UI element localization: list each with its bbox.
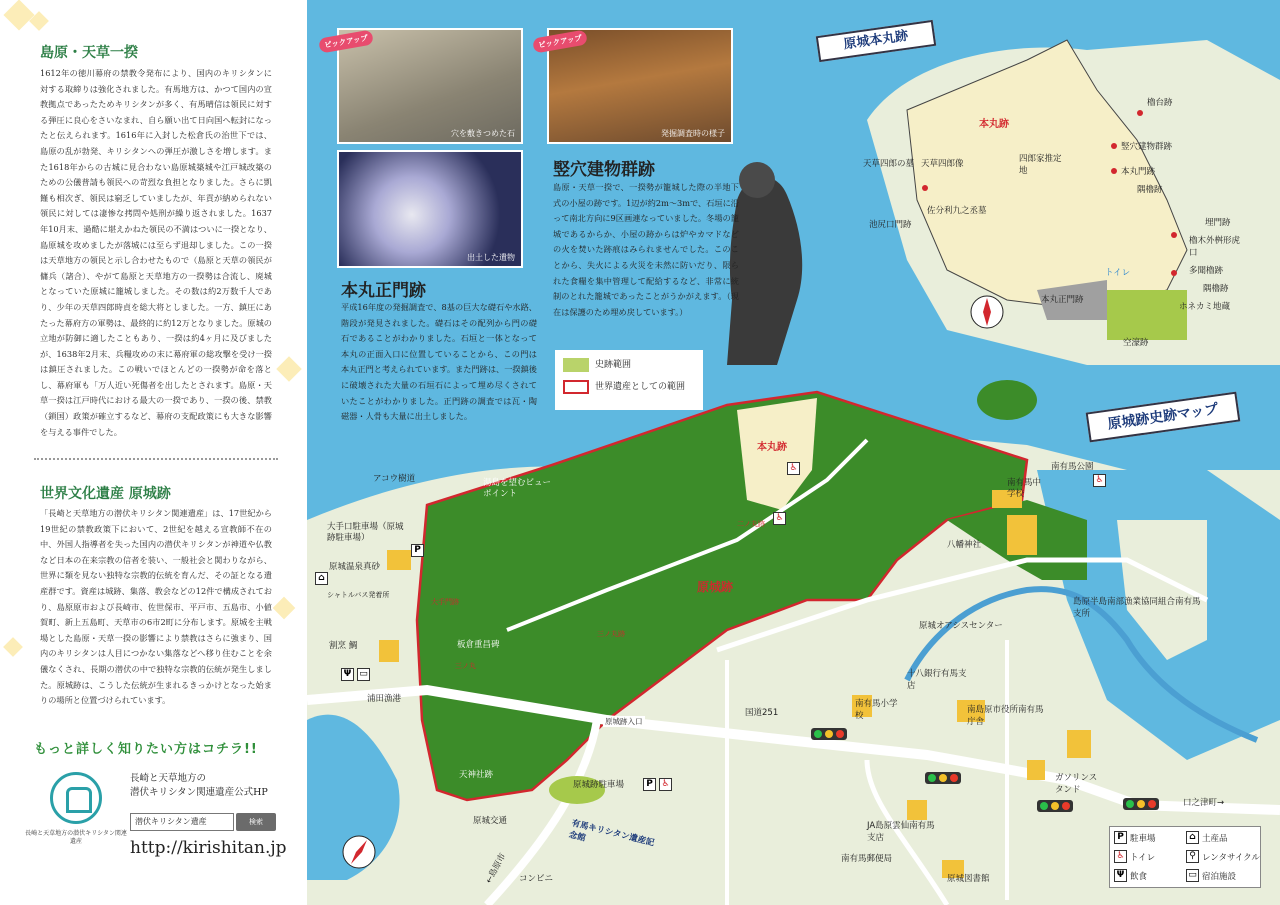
map-label-kuchinotsu: 口之津町→ (1183, 798, 1225, 808)
inset-label-sumi-yagura: 隅櫓跡 (1137, 185, 1163, 195)
inset-label-tamon: 多聞櫓跡 (1189, 266, 1224, 276)
photo-caption: 穴を敷きつめた石 (451, 129, 515, 138)
map-label-ninomaru: 二ノ丸跡 (737, 520, 765, 528)
map-label-shimabara: ←島原市 (484, 851, 509, 886)
building-block (387, 550, 411, 570)
map-label-castle: 原城跡 (697, 580, 734, 594)
legend-hotel-icon: ▭ (1186, 869, 1199, 882)
banner-site-map: 原城跡史跡マップ (1086, 392, 1241, 443)
map-label-honmaru: 本丸跡 (757, 442, 787, 453)
toilet-icon: ♿ (787, 462, 800, 475)
honmaru-gate-body: 平成16年度の発掘調査で、8基の巨大な礎石や水路、階段が発見されました。礎石はその配列から門の礎石であることがわかりました。石垣と一体となって本丸の正面入口に位置していることから、この門は本丸正門と考えられています。また門跡は、一揆鎮後に破壊された大量の石垣石によって埋め尽くされていたことがわかりました。正門跡の調査では瓦・陶磁器・人骨も大量に出土しました。 (341, 302, 537, 422)
inset-label-yagura: 櫓台跡 (1147, 98, 1173, 108)
statue-head (739, 162, 775, 198)
map-label-elementary: 南有馬小学校 (855, 699, 898, 721)
pickup-badge: ピックアップ (532, 29, 588, 53)
map-label-minamiarima-park: 南有馬公園 (1051, 462, 1094, 472)
pickup-badge: ピックアップ (318, 29, 374, 53)
inset-karabori (1107, 290, 1187, 340)
map-label-sannomaru-small: 三ノ丸 (455, 662, 476, 670)
decorative-square (273, 597, 296, 620)
legend-toilet-label: トイレ (1130, 853, 1156, 863)
inset-label-tenka-tomb: 天草四郎の墓 (863, 159, 915, 169)
tateana-title: 竪穴建物群跡 (553, 160, 655, 180)
official-url-link[interactable]: http://kirishitan.jp (130, 838, 287, 858)
legend-souvenir-label: 土産品 (1202, 834, 1228, 844)
map-label-jhs: 南有馬中学校 (1007, 478, 1042, 499)
map-label-bank: 十八銀行有馬支店 (907, 669, 967, 691)
legend-historic (563, 356, 695, 378)
legend-parking-icon: P (1114, 831, 1127, 844)
food-icon: Ψ (341, 668, 354, 681)
map-label-route-251: 国道251 (745, 708, 779, 718)
section-body-world-heritage: 「長崎と天草地方の潜伏キリシタン関連遺産」は、17世紀から19世紀の禁教政策下において、2世紀を越える宣教師不在の中、外国人指導者を失った国内の潜伏キリシタンが神道や仏教など日本の在来宗教の信者を装い、一般社会と関わりながら、世界に類を見ない独特な宗教的伝統を育んだ、その証となる遺産群です。資産は城跡、集落、教会などの12件で構成されており、島原原市および長崎市、佐世保市、平戸市、五島市、小値賀町、新上五島町、天草市の6市2町に分布します。原城を主戦場とした島原・天草一揆の影響により禁教はさらに強まり、国内のキリシタンは人目につかない集落などへ移り住むことを余儀なくされ、長期の潜伏の中で独特な宗教的伝統が発生しました。原城跡は、こうした伝統が生まれるきっかけとなった始まりの場所と位置づけられています。 (40, 508, 272, 706)
map-panel (307, 0, 1280, 905)
map-label-restaurant: 割烹 鯛 (329, 641, 358, 651)
map-label-tenjin: 天神社跡 (459, 770, 494, 780)
map-label-onsen: 原城温泉真砂 (329, 562, 381, 572)
heritage-logo-icon (50, 772, 102, 824)
search-keyword-box[interactable]: 潜伏キリシタン遺産 (130, 813, 234, 831)
map-label-hachiman: 八幡神社 (947, 540, 982, 550)
decorative-square (3, 0, 34, 31)
inset-label-ikeda-gate: 池尻口門跡 (869, 220, 912, 230)
photo-caption: 発掘調査時の様子 (661, 129, 725, 138)
photo-caption: 出土した遺物 (467, 253, 515, 262)
poi-marker (1171, 270, 1177, 276)
inset-label-shirobe: 四郎家推定地 (1019, 154, 1062, 176)
poi-marker (1171, 232, 1177, 238)
map-label-fishery: 島原半島南部漁業協同組合南有馬支所 (1073, 597, 1201, 619)
map-label-urata-port: 浦田漁港 (367, 694, 402, 704)
photo-excavated-relics (337, 150, 523, 268)
logo-caption: 長崎と天草地方の潜伏キリシタン関連遺産 (25, 830, 127, 845)
map-label-parking: 原城跡駐車場 (573, 780, 625, 790)
map-label-akou: アコウ樹道 (373, 474, 416, 484)
traffic-signal-icon (925, 772, 961, 784)
legend-parking-label: 駐車場 (1130, 834, 1156, 844)
map-label-ja: JA島原雲仙南有馬支店 (867, 821, 935, 843)
honmaru-gate-title: 本丸正門跡 (341, 281, 426, 301)
inset-statue-ground (977, 380, 1037, 420)
legend-historic-label: 史跡範囲 (595, 360, 632, 370)
toilet-icon: ♿ (773, 512, 786, 525)
building-block (907, 800, 927, 820)
more-info-heading: もっと詳しく知りたい方はコチラ!! (34, 742, 258, 757)
poi-marker (922, 185, 928, 191)
building-block (379, 640, 399, 662)
map-label-oasis: 原城オアシスセンター (919, 621, 1003, 631)
map-label-sannomaru: 三ノ丸跡 (597, 630, 625, 638)
inset-label-tateana: 竪穴建物群跡 (1121, 142, 1173, 152)
souvenir-icon: ⌂ (315, 572, 328, 585)
inset-label-toilet: トイレ (1105, 268, 1131, 278)
legend-cycle-label: レンタサイクル (1202, 853, 1260, 863)
legend-hotel-label: 宿泊施設 (1202, 872, 1237, 882)
legend-cycle-icon: ⚲ (1186, 850, 1199, 863)
map-label-gas: ガソリンスタンド (1055, 773, 1098, 795)
section-title-world-heritage: 世界文化遺産 原城跡 (40, 486, 171, 502)
traffic-signal-icon (1037, 800, 1073, 812)
legend-swatch-red (563, 380, 589, 394)
legend-food-icon: Ψ (1114, 869, 1127, 882)
inset-label-karabori: 空濠跡 (1123, 338, 1149, 348)
traffic-signal-icon (811, 728, 847, 740)
official-hp-text (130, 772, 268, 800)
building-block (1067, 730, 1091, 758)
left-info-panel (0, 0, 305, 905)
map-label-arima-memorial: 有馬キリシタン遺産記念館 (567, 818, 656, 849)
inset-label-yagura-gate: 櫓木外桝形虎口 (1189, 236, 1241, 258)
map-label-viewpoint: 湯島を望むビューポイント (483, 478, 552, 499)
map-label-harajo-bus: 原城交通 (473, 816, 508, 826)
poi-marker (1111, 168, 1117, 174)
search-button[interactable]: 検索 (236, 813, 276, 831)
poi-marker (1137, 110, 1143, 116)
map-legend (555, 350, 703, 410)
inset-label-tenka-statue: 天草四郎像 (921, 159, 964, 169)
hp-line-1: 長崎と天草地方の (130, 773, 207, 784)
toilet-icon: ♿ (659, 778, 672, 791)
section-title-ikki: 島原・天草一揆 (40, 45, 138, 61)
parking-icon: P (411, 544, 424, 557)
decorative-square (3, 637, 23, 657)
facility-icon-legend (1109, 826, 1261, 888)
legend-swatch-green (563, 358, 589, 372)
map-label-post: 南有馬郵便局 (841, 854, 893, 864)
tateana-body: 島原・天草一揆で、一揆勢が籠城した際の半地下式の小屋の跡です。1辺が約2m～3mで、石垣に沿って南北方向に9区画連なっていました。冬場の籠城であるからか、小屋の跡からは炉やカマドなどの火を焚いた跡痕はみられませんでした。このことから、失火による火災を未然に防いだり、限られた食糧を集中管理して配給するなど、非常に統制のとれた籠城であったことがうかがえます。（現在は保護のため埋め戻しています。） (553, 182, 739, 317)
traffic-signal-icon (1123, 798, 1159, 810)
building-block (1007, 515, 1037, 555)
map-label-city-office: 南島原市役所南有馬庁舎 (967, 705, 1044, 727)
poi-marker (1111, 143, 1117, 149)
inset-label-hone: ホネカミ地蔵 (1179, 302, 1231, 312)
inset-label-sumi-2: 隅櫓跡 (1203, 284, 1229, 294)
legend-heritage-label: 世界遺産としての範囲 (595, 382, 686, 392)
inset-label-sabu: 佐分利九之丞墓 (927, 206, 987, 216)
legend-souvenir-icon: ⌂ (1186, 831, 1199, 844)
hp-line-2: 潜伏キリシタン関連遺産公式HP (130, 787, 268, 798)
section-body-ikki: 1612年の徳川幕府の禁教令発布により、国内のキリシタンに対する取締りは強化されました。有馬地方は、かつて国内の宣教拠点であったためキリシタンが多く、有馬晴信は領民に対する弾圧に良心をさいなまれ、自ら願い出て日向国へ転封になったと伝えられます。1616年に入封した松倉氏の治世下では、島原の乱が勃発、キリシタンへの弾圧が激しさを増します。また1618年からの古城に見合わない島原城築城や江戸城改築のための公儀普請も領民への苛烈な負担となりました。さらに凱饉も相次ぎ、領民は窮乏していましたが、年貢が納められない領民に対しては凄惨な拷問や処刑が繰り返されました。1637年10月末、過酷に堪えかねた領民の不満はついに一揆となり、島原城を攻めましたが落城には至らず退却しました。この一揆は天草地方の領民と示し合わせたもので（島原と天草の領民が傭兵（諸合）、やがて島原と天草地方の一揆勢は合流し、廃城となっていた原城に籠城しました。その数は約2万数千人であり、少年の天草四郎時貞を総大将としました。一方、鎮圧にあたった幕府方の軍勢は、最終的に約12万となりました。原城の立地が防御に適したこともあり、一揆は約4ヶ月に及びましたが、1638年2月末、兵糧攻めの末に幕府軍の総攻撃を受け一揆は鎮圧されました。この戦いでほとんどの一揆勢が命を落とし、幕府軍も「万人近い死傷者を出したとされます。島原・天草一揆は江戸時代における最大の一揆であり、一揆の後、禁教（鎖国）政策が確立するなど、幕府の支配政策にも大きな影響を与える事件でした。 (40, 68, 272, 437)
legend-heritage (563, 378, 695, 400)
building-block (1027, 760, 1045, 780)
banner-honmaru: 原城本丸跡 (816, 20, 936, 62)
map-label-ohte-gate: 大手門跡 (431, 598, 459, 606)
map-label-shuttle: シャトルバス発着所 (327, 591, 390, 599)
map-label-ohte-parking: 大手口駐車場（原城跡駐車場） (327, 522, 404, 543)
parking-icon: P (643, 778, 656, 791)
map-label-entrance: 原城跡入口 (605, 717, 643, 726)
legend-food-label: 飲食 (1130, 872, 1148, 882)
map-label-konbini: コンビニ (519, 874, 554, 884)
inset-label-honmaru-gate: 本丸門跡 (1121, 167, 1156, 177)
map-label-library: 原城図書館 (947, 874, 990, 884)
decorative-square (276, 356, 301, 381)
inset-label-honmaru: 本丸跡 (979, 119, 1009, 130)
map-label-itakura: 板倉重昌碑 (457, 640, 500, 650)
legend-toilet-icon: ♿ (1114, 850, 1127, 863)
section-divider (34, 458, 278, 460)
inset-label-umemon: 埋門跡 (1205, 218, 1231, 228)
toilet-icon: ♿ (1093, 474, 1106, 487)
hotel-icon: ▭ (357, 668, 370, 681)
inset-label-honmaru-seimon: 本丸正門跡 (1041, 295, 1084, 305)
